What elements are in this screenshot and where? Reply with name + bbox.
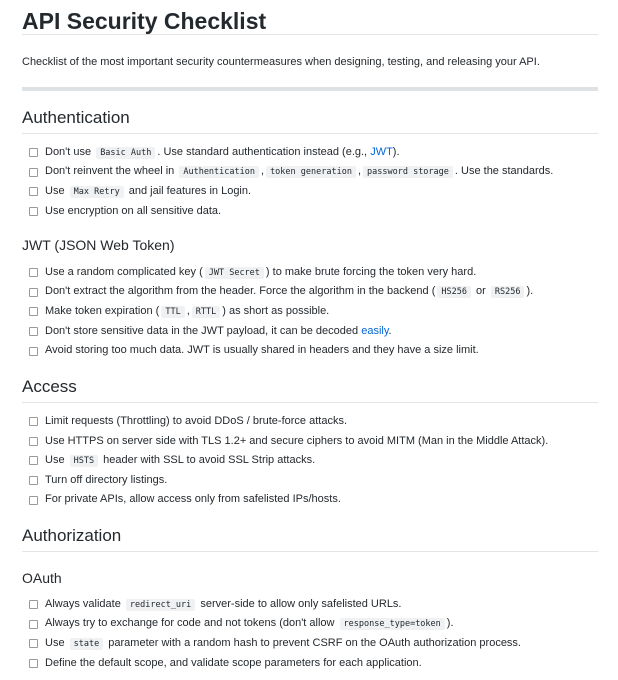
checklist-item-text — [45, 595, 402, 616]
inline-link[interactable]: JWT — [370, 145, 393, 158]
checklist-item-text — [45, 282, 533, 303]
checkbox[interactable] — [29, 187, 38, 196]
inline-code: RS256 — [491, 286, 525, 298]
checklist-item-text — [45, 412, 347, 432]
checklist-item-text — [45, 614, 454, 635]
inline-code: HS256 — [437, 286, 471, 298]
item-text-segment: Use encryption on all sensitive data. — [45, 204, 222, 217]
checklist-item-text — [45, 182, 251, 203]
inline-code: Max Retry — [70, 186, 124, 198]
item-text-segment: and jail features in Login. — [125, 184, 252, 197]
inline-code: token generation — [266, 166, 356, 178]
item-text-segment: ) as short as possible. — [222, 304, 330, 317]
checklist-item — [29, 163, 598, 183]
checklist-item — [29, 615, 598, 635]
checklist-item — [29, 471, 598, 491]
item-text-segment: Don't store sensitive data in the JWT payload, it can be decoded — [45, 324, 362, 337]
inline-code: HSTS — [70, 455, 98, 467]
checklist-item — [29, 202, 598, 222]
inline-code: Authentication — [179, 166, 259, 178]
checkbox[interactable] — [29, 207, 38, 216]
checklist-item — [29, 634, 598, 654]
inline-code: Basic Auth — [96, 147, 155, 159]
heading-oauth: OAuth — [22, 570, 62, 586]
item-text-segment: Avoid storing too much data. JWT is usually shared in headers and they have a size limit. — [45, 344, 479, 357]
inline-code: RTTL — [192, 306, 220, 318]
checklist-item-text — [45, 490, 341, 510]
checklist-item-text — [45, 634, 521, 655]
item-text-segment: . — [388, 324, 392, 337]
checkbox[interactable] — [29, 437, 38, 446]
heading-access: Access — [22, 377, 598, 403]
item-text-segment: Always validate — [45, 597, 124, 610]
checklist-oauth — [29, 595, 598, 673]
item-text-segment: server-side to allow only safelisted URLs. — [197, 597, 402, 610]
item-text-segment: ). — [526, 285, 534, 298]
item-text-segment: Don't extract the algorithm from the header. Force the algorithm in the backend ( — [45, 285, 436, 298]
checklist-item-text — [45, 263, 476, 284]
item-text-segment: ) to make brute forcing the token very hard. — [265, 265, 477, 278]
checkbox[interactable] — [29, 288, 38, 297]
page-description: Checklist of the most important security countermeasures when designing, testing, and releasing your API. — [22, 56, 540, 68]
checklist-item-text — [45, 471, 167, 491]
checklist-item — [29, 654, 598, 674]
item-text-segment: Use a random complicated key ( — [45, 265, 203, 278]
item-text-segment: Don't use — [45, 145, 95, 158]
item-text-segment: Limit requests (Throttling) to avoid DDoS / brute-force attacks. — [45, 415, 348, 427]
item-text-segment: . Use the standards. — [454, 165, 554, 178]
checkbox[interactable] — [29, 639, 38, 648]
item-text-segment: . Use standard authentication instead (e.g., — [157, 145, 371, 158]
checklist-item — [29, 322, 598, 342]
checkbox[interactable] — [29, 168, 38, 177]
checkbox[interactable] — [29, 148, 38, 157]
item-text-segment: Define the default scope, and validate scope parameters for each application. — [45, 656, 422, 669]
item-text-segment: Use — [45, 636, 68, 649]
checkbox[interactable] — [29, 659, 38, 668]
checklist-item — [29, 490, 598, 510]
item-text-segment: For private APIs, allow access only from safelisted IPs/hosts. — [45, 493, 341, 506]
checklist-item-text — [45, 451, 315, 472]
checkbox[interactable] — [29, 268, 38, 277]
checklist-item — [29, 302, 598, 322]
checklist-item-text — [45, 322, 392, 342]
checklist-item — [29, 182, 598, 202]
checklist-item — [29, 341, 598, 361]
checkbox[interactable] — [29, 496, 38, 505]
heading-authorization: Authorization — [22, 526, 598, 552]
item-text-segment: Use — [45, 184, 68, 197]
item-text-segment: Turn off directory listings. — [45, 473, 168, 486]
checklist-item-text — [45, 143, 400, 164]
item-text-segment: , — [357, 165, 362, 178]
checklist-item-text — [45, 654, 422, 674]
checkbox[interactable] — [29, 600, 38, 609]
item-text-segment: , — [186, 304, 190, 317]
item-text-segment: Use HTTPS on server side with TLS 1.2+ and secure ciphers to avoid MITM (Man in the Middle Attack). — [45, 434, 549, 447]
checklist-item-text — [45, 432, 548, 452]
inline-code: state — [70, 638, 104, 650]
item-text-segment: Don't reinvent the wheel in — [45, 165, 178, 178]
checklist-item-text — [45, 302, 329, 323]
inline-code: TTL — [161, 306, 184, 318]
checkbox[interactable] — [29, 347, 38, 356]
page-title: API Security Checklist — [22, 0, 598, 35]
checkbox[interactable] — [29, 456, 38, 465]
checklist-access — [29, 412, 598, 510]
checkbox[interactable] — [29, 476, 38, 485]
checklist-item — [29, 143, 598, 163]
item-text-segment: ). — [392, 145, 400, 158]
inline-code: response_type=token — [340, 618, 445, 630]
item-text-segment: header with SSL to avoid SSL Strip attacks. — [100, 453, 316, 466]
heading-authentication: Authentication — [22, 108, 598, 134]
checklist-item — [29, 263, 598, 283]
checklist-authentication — [29, 143, 598, 221]
inline-code: redirect_uri — [126, 599, 195, 611]
section-divider — [22, 87, 598, 91]
item-text-segment: Make token expiration ( — [45, 304, 160, 317]
item-text-segment: , — [261, 165, 265, 178]
item-text-segment: ). — [446, 617, 454, 630]
checklist-item-text — [45, 341, 479, 361]
checklist-item — [29, 412, 598, 432]
checkbox[interactable] — [29, 327, 38, 336]
checkbox[interactable] — [29, 307, 38, 316]
checkbox[interactable] — [29, 417, 38, 426]
item-text-segment: Use — [45, 453, 68, 466]
checklist-item — [29, 595, 598, 615]
inline-link[interactable]: easily — [361, 324, 389, 337]
checklist-item — [29, 432, 598, 452]
item-text-segment: Always try to exchange for code and not tokens (don't allow — [45, 617, 338, 630]
inline-code: JWT Secret — [205, 267, 264, 279]
item-text-segment: parameter with a random hash to prevent CSRF on the OAuth authorization process. — [105, 636, 521, 649]
checklist-item — [29, 451, 598, 471]
checklist-item-text — [45, 162, 553, 183]
checklist-item-text — [45, 202, 221, 222]
checklist-item — [29, 283, 598, 303]
checkbox[interactable] — [29, 620, 38, 629]
heading-jwt: JWT (JSON Web Token) — [22, 237, 175, 253]
inline-code: password storage — [363, 166, 453, 178]
checklist-jwt — [29, 263, 598, 361]
item-text-segment: or — [472, 285, 489, 298]
